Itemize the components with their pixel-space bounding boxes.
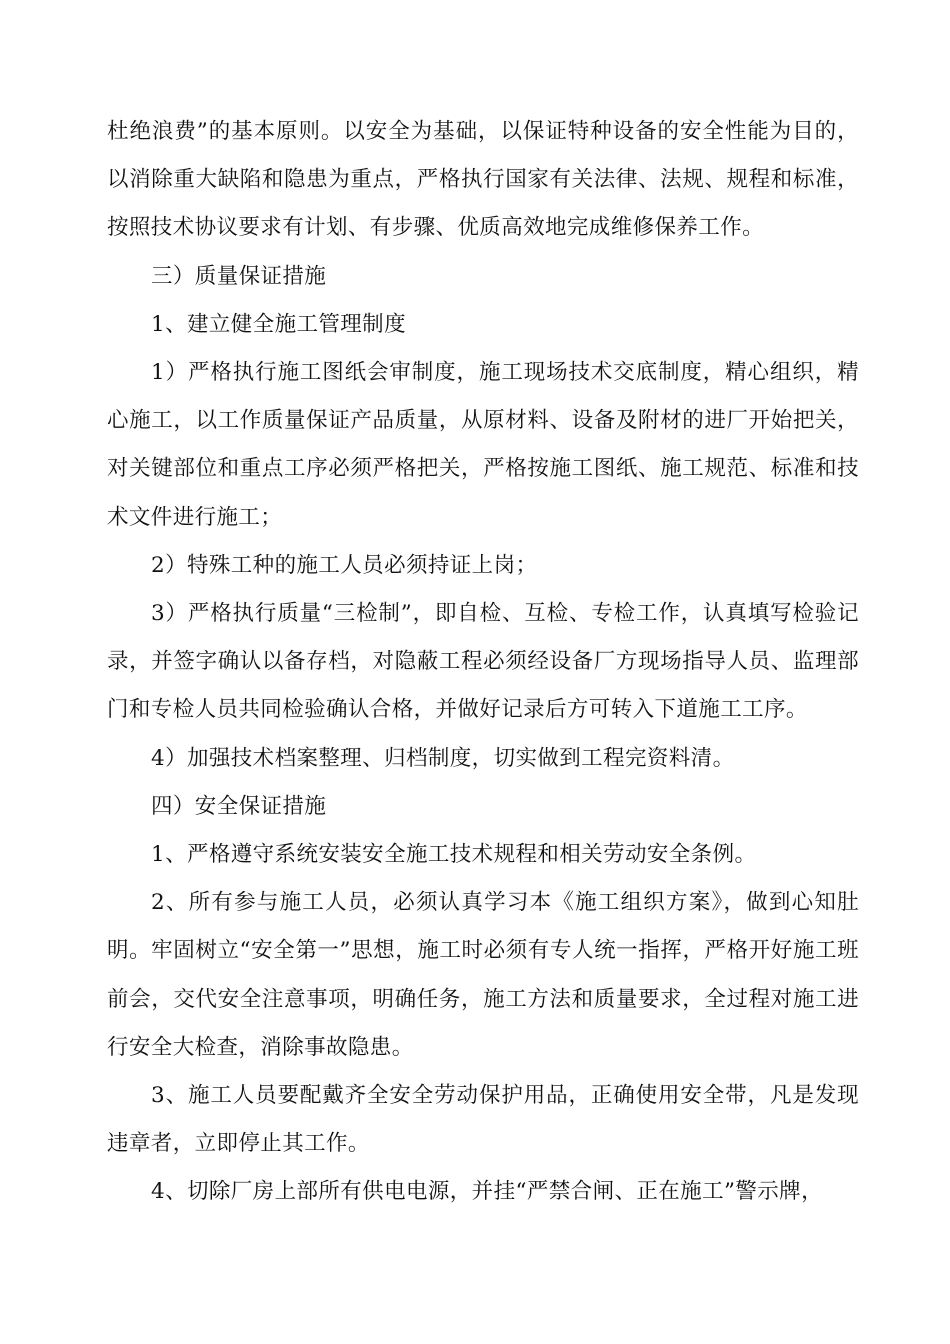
heading-quality-assurance: 三）质量保证措施 xyxy=(151,263,327,289)
paragraph-item-4: 4）加强技术档案整理、归档制度，切实做到工程完资料清。 xyxy=(151,745,735,771)
paragraph-item-3: 3）严格执行质量“三检制”，即自检、互检、专检工作，认真填写检验记录，并签字确认以备存档，对隐蔽工程必须经设备厂方现场指导人员、监理部门和专检人员共同检验确认合格，并做好记录后方可转入下道施工工序。 xyxy=(107,601,859,723)
paragraph-safety-1: 1、严格遵守系统安装安全施工技术规程和相关劳动安全条例。 xyxy=(151,842,757,868)
paragraph-safety-4: 4、切除厂房上部所有供电电源，并挂“严禁合闸、正在施工”警示牌， xyxy=(151,1179,823,1205)
paragraph-safety-2: 2、所有参与施工人员，必须认真学习本《施工组织方案》，做到心知肚明。牢固树立“安全第一”思想，施工时必须有专人统一指挥，严格开好施工班前会，交代安全注意事项，明确任务，施工方法和质量要求，全过程对施工进行安全大检查，消除事故隐患。 xyxy=(107,890,859,1060)
paragraph-item-1: 1）严格执行施工图纸会审制度，施工现场技术交底制度，精心组织，精心施工，以工作质量保证产品质量，从原材料、设备及附材的进厂开始把关，对关键部位和重点工序必须严格把关，严格按施工图纸、施工规范、标准和技术文件进行施工； xyxy=(107,360,859,530)
subheading-management-system: 1、建立健全施工管理制度 xyxy=(151,311,406,337)
paragraph-item-2: 2）特殊工种的施工人员必须持证上岗； xyxy=(151,552,538,578)
heading-safety-assurance: 四）安全保证措施 xyxy=(151,793,327,819)
paragraph-safety-3: 3、施工人员要配戴齐全安全劳动保护用品，正确使用安全带，凡是发现违章者，立即停止其工作。 xyxy=(107,1083,859,1157)
paragraph-intro: 杜绝浪费”的基本原则。以安全为基础，以保证特种设备的安全性能为目的，以消除重大缺陷和隐患为重点，严格执行国家有关法律、法规、规程和标准，按照技术协议要求有计划、有步骤、优质高效地完成维修保养工作。 xyxy=(107,119,859,241)
document-page xyxy=(107,108,859,1217)
